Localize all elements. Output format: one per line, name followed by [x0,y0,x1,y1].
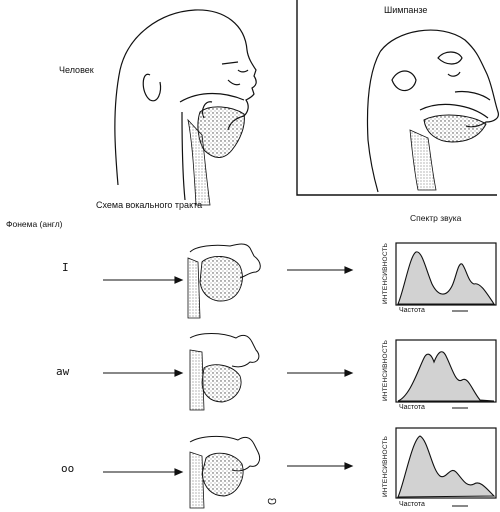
spectrum-3-xlabel: Частота [399,501,425,508]
spectrum-1-curve [398,252,494,304]
spectrum-1 [396,243,496,311]
human-label: Человек [59,65,94,75]
spectrum-3 [396,428,496,506]
spectrum-1-ylabel: ИНТЕНСИВНОСТЬ [382,242,389,304]
phoneme-2: aw [56,365,70,378]
chimp-frame [297,0,497,195]
tract-diagram-2 [190,334,259,411]
tract-diagram-3 [190,436,276,508]
arrow-out-3-head [345,463,352,469]
chimp-tract-fill [410,115,486,190]
spectrum-2-curve [398,352,494,401]
chimp-head-drawing [368,30,499,192]
arrow-in-1-head [175,277,182,283]
tract-title: Схема вокального тракта [96,200,203,210]
tract-diagram-1 [188,244,260,318]
arrow-in-2-head [175,370,182,376]
spectrum-2 [396,340,496,408]
human-head-drawing [115,10,256,200]
arrow-in-3-head [175,469,182,475]
arrow-out-2-head [345,370,352,376]
human-tract-fill [188,107,244,205]
spectrum-3-ylabel: ИНТЕНСИВНОСТЬ [382,435,389,497]
spectrum-2-ylabel: ИНТЕНСИВНОСТЬ [382,339,389,401]
spectrum-3-curve [398,436,494,497]
phoneme-1: I [62,261,69,274]
chimp-label: Шимпанзе [384,5,428,15]
spectrum-2-xlabel: Частота [399,404,425,411]
spectrum-title: Спектр звука [410,213,462,223]
spectrum-1-xlabel: Частота [399,307,425,314]
arrow-out-1-head [345,267,352,273]
phoneme-title: Фонема (англ) [6,219,63,229]
phoneme-3: oo [61,462,75,475]
